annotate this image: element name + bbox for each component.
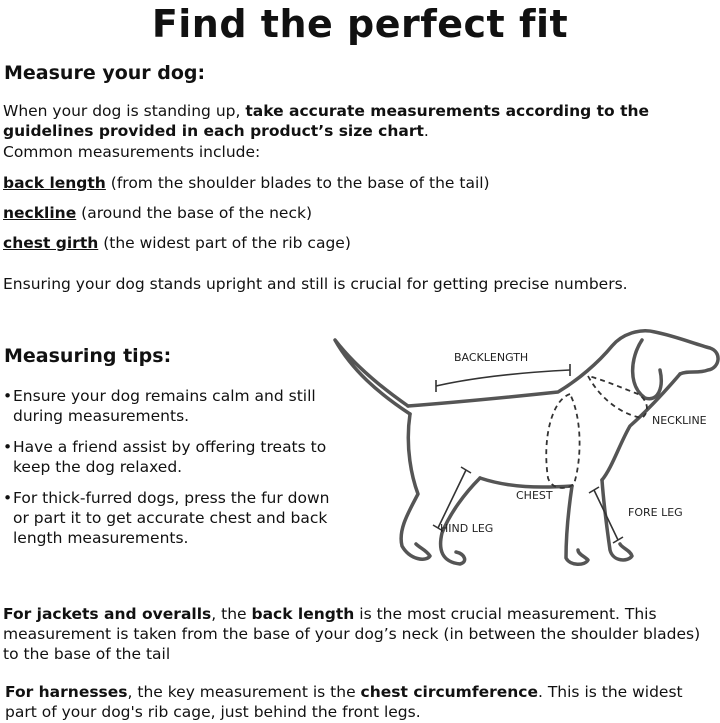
page-title: Find the perfect fit <box>151 2 569 46</box>
measurement-back-length <box>3 173 715 193</box>
fore-leg-arrow <box>589 487 623 543</box>
tip-item: • Have a friend assist by offering treats to keep the dog relaxed. <box>3 437 333 477</box>
measure-note: Ensuring your dog stands upright and still is crucial for getting precise numbers. <box>3 275 628 293</box>
intro-pre: When your dog is standing up, <box>3 102 246 120</box>
tip-item: • Ensure your dog remains calm and still during measurements. <box>3 386 333 426</box>
harness-text-2: . This is the widest part of your dog's rib cage, just behind the front legs. <box>5 683 683 721</box>
intro-bold: take accurate measurements according to the guidelines provided in each product’s size chart <box>3 102 650 140</box>
term-back-length: back length <box>3 174 106 192</box>
desc-back-length: (from the shoulder blades to the base of the tail) <box>105 174 490 192</box>
neckline-marker <box>588 376 647 418</box>
jackets-text-2: is the most crucial measurement. This measurement is taken from the base of your dog’s neck (in between the shoulder blades) to the base of the tail <box>3 605 701 663</box>
desc-chest-girth: (the widest part of the rib cage) <box>98 234 351 252</box>
jackets-text-1: , the <box>211 605 252 623</box>
backlength-arrow <box>436 364 570 392</box>
jackets-bold-2: back length <box>251 605 355 623</box>
chest-girth-marker <box>546 394 579 488</box>
common-measurements: Common measurements include: <box>3 143 261 161</box>
tips-list <box>3 386 333 559</box>
label-backlength: BACKLENGTH <box>454 351 529 364</box>
label-hind-leg: HIND LEG <box>440 522 494 535</box>
desc-neckline: (around the base of the neck) <box>76 204 312 222</box>
dog-measurement-diagram <box>330 318 720 573</box>
term-chest-girth: chest girth <box>3 234 99 252</box>
jackets-paragraph <box>3 604 715 664</box>
jackets-bold-1: For jackets and overalls <box>3 605 212 623</box>
harness-bold-2: chest circumference <box>360 683 538 701</box>
measurement-neckline <box>3 203 715 223</box>
label-chest: CHEST <box>516 489 553 502</box>
measurement-chest-girth <box>3 233 715 253</box>
measure-intro <box>3 101 715 141</box>
label-neckline: NECKLINE <box>652 414 707 427</box>
label-fore-leg: FORE LEG <box>628 506 683 519</box>
intro-post: . <box>423 122 429 140</box>
harness-bold-1: For harnesses <box>5 683 128 701</box>
measure-heading: Measure your dog: <box>4 62 206 84</box>
harness-text-1: , the key measurement is the <box>127 683 361 701</box>
dog-outline <box>335 331 718 565</box>
tips-heading: Measuring tips: <box>4 345 172 367</box>
harness-paragraph <box>5 682 717 722</box>
tip-item: • For thick-furred dogs, press the fur down or part it to get accurate chest and back length measurements. <box>3 488 333 548</box>
term-neckline: neckline <box>3 204 77 222</box>
